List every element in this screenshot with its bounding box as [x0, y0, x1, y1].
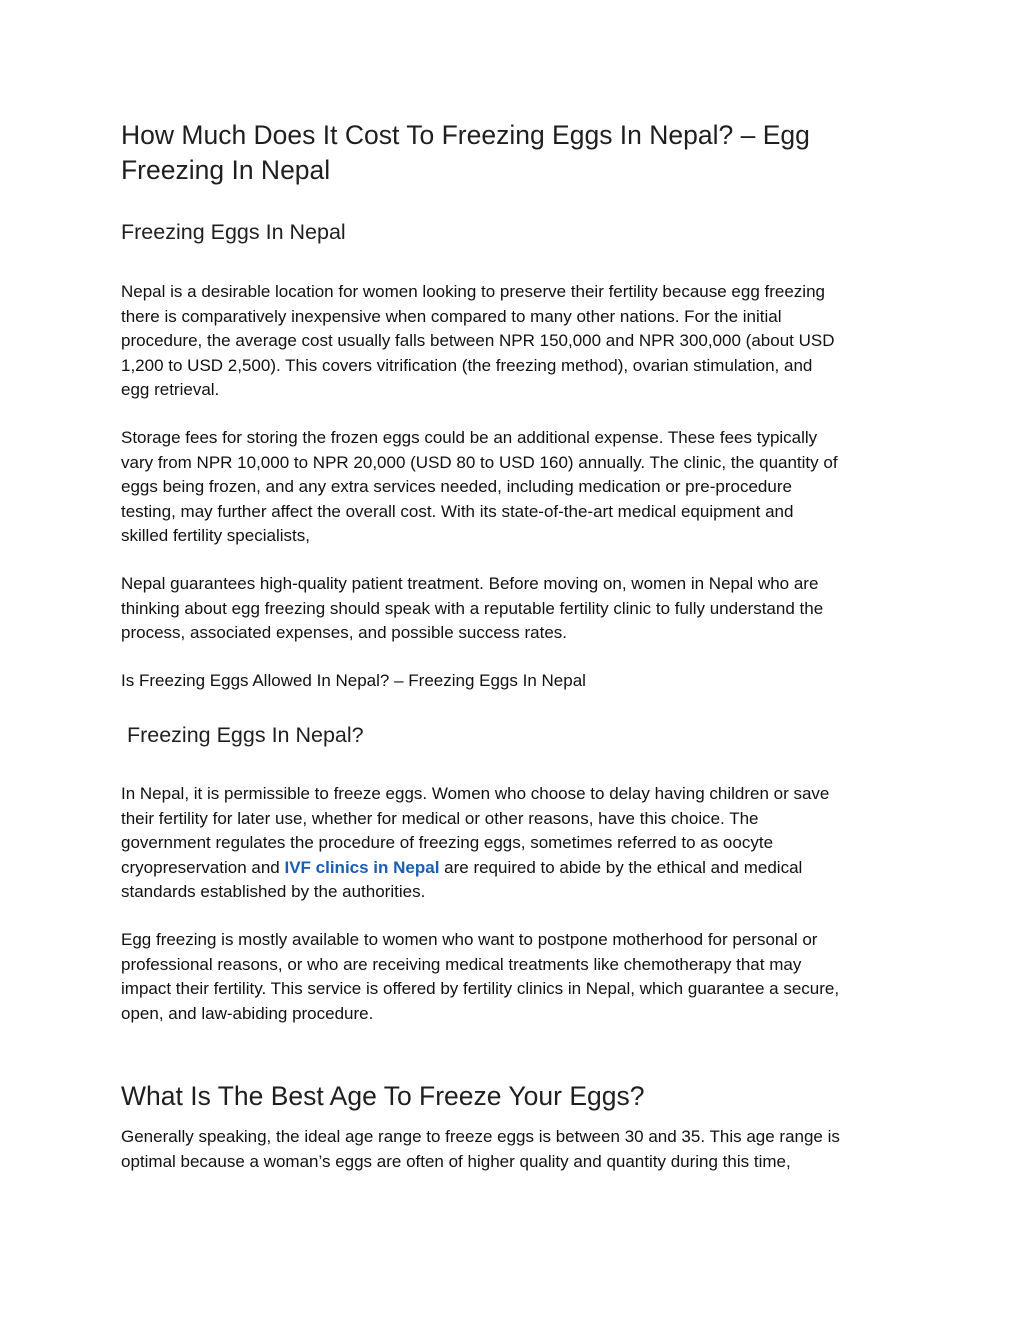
text-line: vary from NPR 10,000 to NPR 20,000 (USD 80 to USD 160) annually. The clinic, the quantity of: [121, 452, 838, 472]
section1-subline: Is Freezing Eggs Allowed In Nepal? – Freezing Eggs In Nepal: [121, 671, 586, 690]
text-line: thinking about egg freezing should speak with a reputable fertility clinic to fully understand the: [121, 598, 824, 618]
text-line: government regulates the procedure of freezing eggs, sometimes referred to as oocyte: [121, 833, 774, 852]
text-line: Egg freezing is mostly available to women who want to postpone motherhood for personal or: [121, 930, 818, 949]
text-line: Generally speaking, the ideal age range to freeze eggs is between 30 and 35. This age range is: [121, 1127, 840, 1146]
text-line: In Nepal, it is permissible to freeze eggs. Women who choose to delay having children or save: [121, 784, 830, 803]
section1-paragraph-2: [121, 426, 911, 549]
title-line-1: How Much Does It Cost To Freezing Eggs In Nepal? – Egg: [121, 120, 810, 150]
page-title: [121, 118, 881, 188]
section1-heading: Freezing Eggs In Nepal: [121, 220, 346, 244]
text-line: 1,200 to USD 2,500). This covers vitrification (the freezing method), ovarian stimulation, and: [121, 355, 813, 375]
text-line: Nepal is a desirable location for women looking to preserve their fertility because egg freezing: [121, 282, 825, 301]
text-line: process, associated expenses, and possible success rates.: [121, 623, 568, 642]
section3-paragraph-1: [121, 1125, 911, 1174]
text-line: testing, may further affect the overall cost. With its state-of-the-art medical equipment and: [121, 501, 794, 521]
text-line: optimal because a woman’s eggs are often of higher quality and quantity during this time,: [121, 1151, 791, 1171]
text-line: standards established by the authorities.: [121, 882, 426, 901]
section1-paragraph-3: [121, 572, 911, 646]
text-line: procedure, the average cost usually falls between NPR 150,000 and NPR 300,000 (about USD: [121, 331, 835, 350]
text-line: Nepal guarantees high-quality patient treatment. Before moving on, women in Nepal who are: [121, 574, 819, 593]
text-line: open, and law-abiding procedure.: [121, 1003, 374, 1023]
text-line: professional reasons, or who are receiving medical treatments like chemotherapy that may: [121, 954, 802, 974]
section2-paragraph-2: [121, 928, 911, 1026]
section2-paragraph-1: [121, 782, 911, 905]
text-segment: cryopreservation and: [121, 857, 285, 877]
text-line: their fertility for later use, whether for medical or other reasons, have this choice. The: [121, 808, 759, 828]
text-line: eggs being frozen, and any extra services needed, including medication or pre-procedure: [121, 477, 792, 496]
section2-heading: Freezing Eggs In Nepal?: [121, 723, 364, 747]
section1-paragraph-1: [121, 280, 911, 403]
title-line-2: Freezing In Nepal: [121, 155, 331, 185]
text-line: there is comparatively inexpensive when compared to many other nations. For the initial: [121, 306, 782, 326]
ivf-clinics-link[interactable]: IVF clinics in Nepal: [284, 857, 440, 877]
text-segment: are required to abide by the ethical and medical: [439, 857, 803, 877]
text-line: skilled fertility specialists,: [121, 526, 310, 545]
text-line: impact their fertility. This service is offered by fertility clinics in Nepal, which guarantee a secure,: [121, 979, 840, 998]
text-line: egg retrieval.: [121, 380, 220, 399]
text-line: [121, 856, 911, 881]
text-line: Storage fees for storing the frozen eggs could be an additional expense. These fees typically: [121, 428, 818, 447]
section3-heading: What Is The Best Age To Freeze Your Eggs?: [121, 1081, 645, 1111]
